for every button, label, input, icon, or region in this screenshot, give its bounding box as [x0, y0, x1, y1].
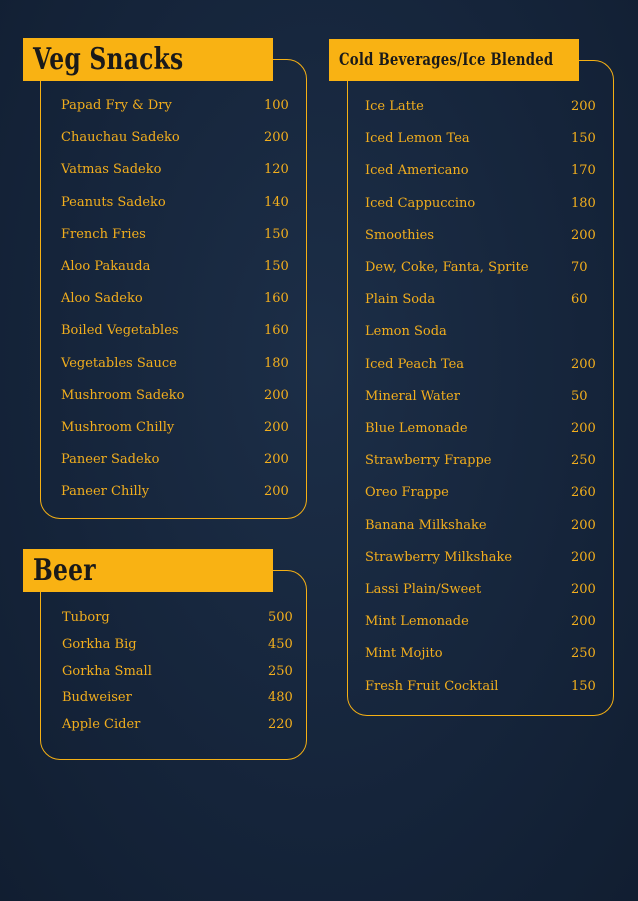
menu-item — [61, 323, 321, 341]
menu-item-name: Gorkha Small — [62, 663, 152, 679]
menu-item — [62, 664, 322, 682]
menu-item-name: Aloo Sadeko — [61, 291, 143, 307]
menu-item-name: Iced Peach Tea — [365, 356, 465, 372]
menu-item-name: Paneer Sadeko — [61, 452, 160, 468]
menu-item-price: 200 — [264, 387, 289, 403]
menu-item-price: 170 — [571, 163, 596, 179]
menu-item-name: Boiled Vegetables — [61, 323, 179, 339]
menu-item-price: 220 — [268, 717, 293, 733]
menu-item-price: 500 — [268, 610, 293, 625]
veg-snacks-title: Veg Snacks — [23, 38, 273, 81]
menu-item — [61, 98, 321, 116]
menu-item-name: Mushroom Sadeko — [61, 387, 185, 403]
menu-item-name: Mint Lemonade — [365, 614, 469, 630]
menu-item-price: 200 — [571, 549, 596, 565]
menu-item-price: 450 — [268, 636, 293, 652]
menu-item-name: Lemon Soda — [365, 324, 447, 340]
menu-item-name: Ice Latte — [365, 99, 424, 114]
menu-item — [365, 614, 625, 632]
menu-item-price: 70 — [571, 260, 588, 275]
menu-item-price: 120 — [264, 162, 289, 178]
menu-item-name: Banana Milkshake — [365, 517, 487, 533]
menu-item — [61, 291, 321, 309]
menu-item-price: 250 — [571, 646, 596, 662]
menu-item — [365, 196, 625, 214]
menu-item-price: 200 — [571, 227, 596, 243]
menu-item-name: Iced Cappuccino — [365, 195, 476, 211]
menu-item — [365, 646, 625, 664]
menu-item — [365, 389, 625, 407]
menu-item — [365, 485, 625, 503]
menu-item-price: 200 — [264, 130, 289, 146]
menu-item-name: Vatmas Sadeko — [61, 162, 162, 178]
menu-item-price: 50 — [571, 388, 588, 404]
menu-item — [365, 453, 625, 471]
menu-item — [62, 690, 322, 708]
menu-item-price: 480 — [268, 690, 293, 706]
menu-item-price: 200 — [571, 517, 596, 533]
menu-item-name: Papad Fry & Dry — [61, 98, 172, 113]
menu-item-name: Plain Soda — [365, 292, 436, 308]
menu-item — [61, 356, 321, 374]
menu-item-price: 180 — [571, 195, 596, 211]
menu-item — [61, 227, 321, 245]
cold-beverages-title: Cold Beverages/Ice Blended — [329, 39, 579, 81]
menu-item — [365, 324, 625, 342]
menu-item — [365, 421, 625, 439]
veg-snacks-panel — [40, 59, 307, 519]
menu-item-name: Aloo Pakauda — [61, 259, 151, 274]
menu-item-name: Strawberry Milkshake — [365, 549, 513, 565]
menu-item-name: Chauchau Sadeko — [61, 130, 180, 146]
menu-item-price: 140 — [264, 194, 289, 210]
menu-item-name: Fresh Fruit Cocktail — [365, 678, 499, 694]
menu-item-price: 100 — [264, 98, 289, 113]
menu-item-name: Blue Lemonade — [365, 421, 468, 436]
menu-item-name: Lassi Plain/Sweet — [365, 582, 482, 597]
menu-item-price: 200 — [264, 452, 289, 468]
menu-item-price: 160 — [264, 291, 289, 307]
menu-item — [62, 637, 322, 655]
menu-item — [365, 550, 625, 568]
menu-item — [61, 388, 321, 406]
menu-item — [61, 259, 321, 277]
menu-item-price: 150 — [571, 131, 596, 147]
menu-item-price: 260 — [571, 485, 596, 501]
menu-item-name: French Fries — [61, 226, 146, 242]
menu-item-name: Dew, Coke, Fanta, Sprite — [365, 260, 529, 275]
menu-item — [61, 420, 321, 438]
menu-item-name: Gorkha Big — [62, 636, 137, 652]
menu-item — [62, 717, 322, 735]
menu-item-price: 250 — [268, 663, 293, 679]
menu-item-price: 150 — [264, 259, 289, 274]
menu-item — [365, 582, 625, 600]
menu-item-name: Mushroom Chilly — [61, 420, 175, 435]
menu-item-name: Budweiser — [62, 690, 132, 706]
menu-item — [365, 131, 625, 149]
menu-item-price: 200 — [571, 99, 596, 114]
menu-item — [365, 163, 625, 181]
menu-item-name: Mint Mojito — [365, 646, 443, 662]
menu-item-price: 60 — [571, 292, 588, 308]
menu-item-price: 200 — [571, 614, 596, 630]
menu-item-name: Strawberry Frappe — [365, 453, 492, 469]
menu-item-price: 150 — [264, 226, 289, 242]
menu-item — [365, 679, 625, 697]
menu-item-price: 200 — [264, 420, 289, 435]
menu-item-price: 200 — [571, 582, 596, 597]
menu-item — [365, 357, 625, 375]
menu-item — [61, 162, 321, 180]
menu-item-name: Vegetables Sauce — [61, 355, 177, 371]
menu-item-name: Peanuts Sadeko — [61, 194, 166, 210]
menu-item — [61, 130, 321, 148]
menu-item — [365, 260, 625, 278]
beer-title: Beer — [23, 549, 273, 592]
menu-item-name: Mineral Water — [365, 388, 460, 404]
menu-item-name: Smoothies — [365, 227, 435, 243]
menu-item-price: 160 — [264, 323, 289, 339]
menu-item-price: 180 — [264, 355, 289, 371]
menu-item-price: 200 — [264, 484, 289, 500]
menu-item-price: 250 — [571, 453, 596, 469]
menu-item-name: Oreo Frappe — [365, 485, 449, 501]
menu-item — [365, 518, 625, 536]
menu-item-name: Apple Cider — [62, 717, 141, 733]
menu-item-name: Tuborg — [62, 610, 110, 625]
menu-item — [61, 452, 321, 470]
menu-item-name: Iced Americano — [365, 163, 469, 179]
menu-item-name: Iced Lemon Tea — [365, 131, 470, 147]
menu-item-price: 200 — [571, 421, 596, 436]
menu-item-price: 200 — [571, 356, 596, 372]
menu-item-price: 150 — [571, 678, 596, 694]
menu-item — [365, 99, 625, 117]
menu-item — [365, 292, 625, 310]
menu-item-name: Paneer Chilly — [61, 484, 150, 500]
menu-item — [365, 228, 625, 246]
menu-item — [62, 610, 322, 628]
menu-item — [61, 195, 321, 213]
menu-item — [61, 484, 321, 502]
